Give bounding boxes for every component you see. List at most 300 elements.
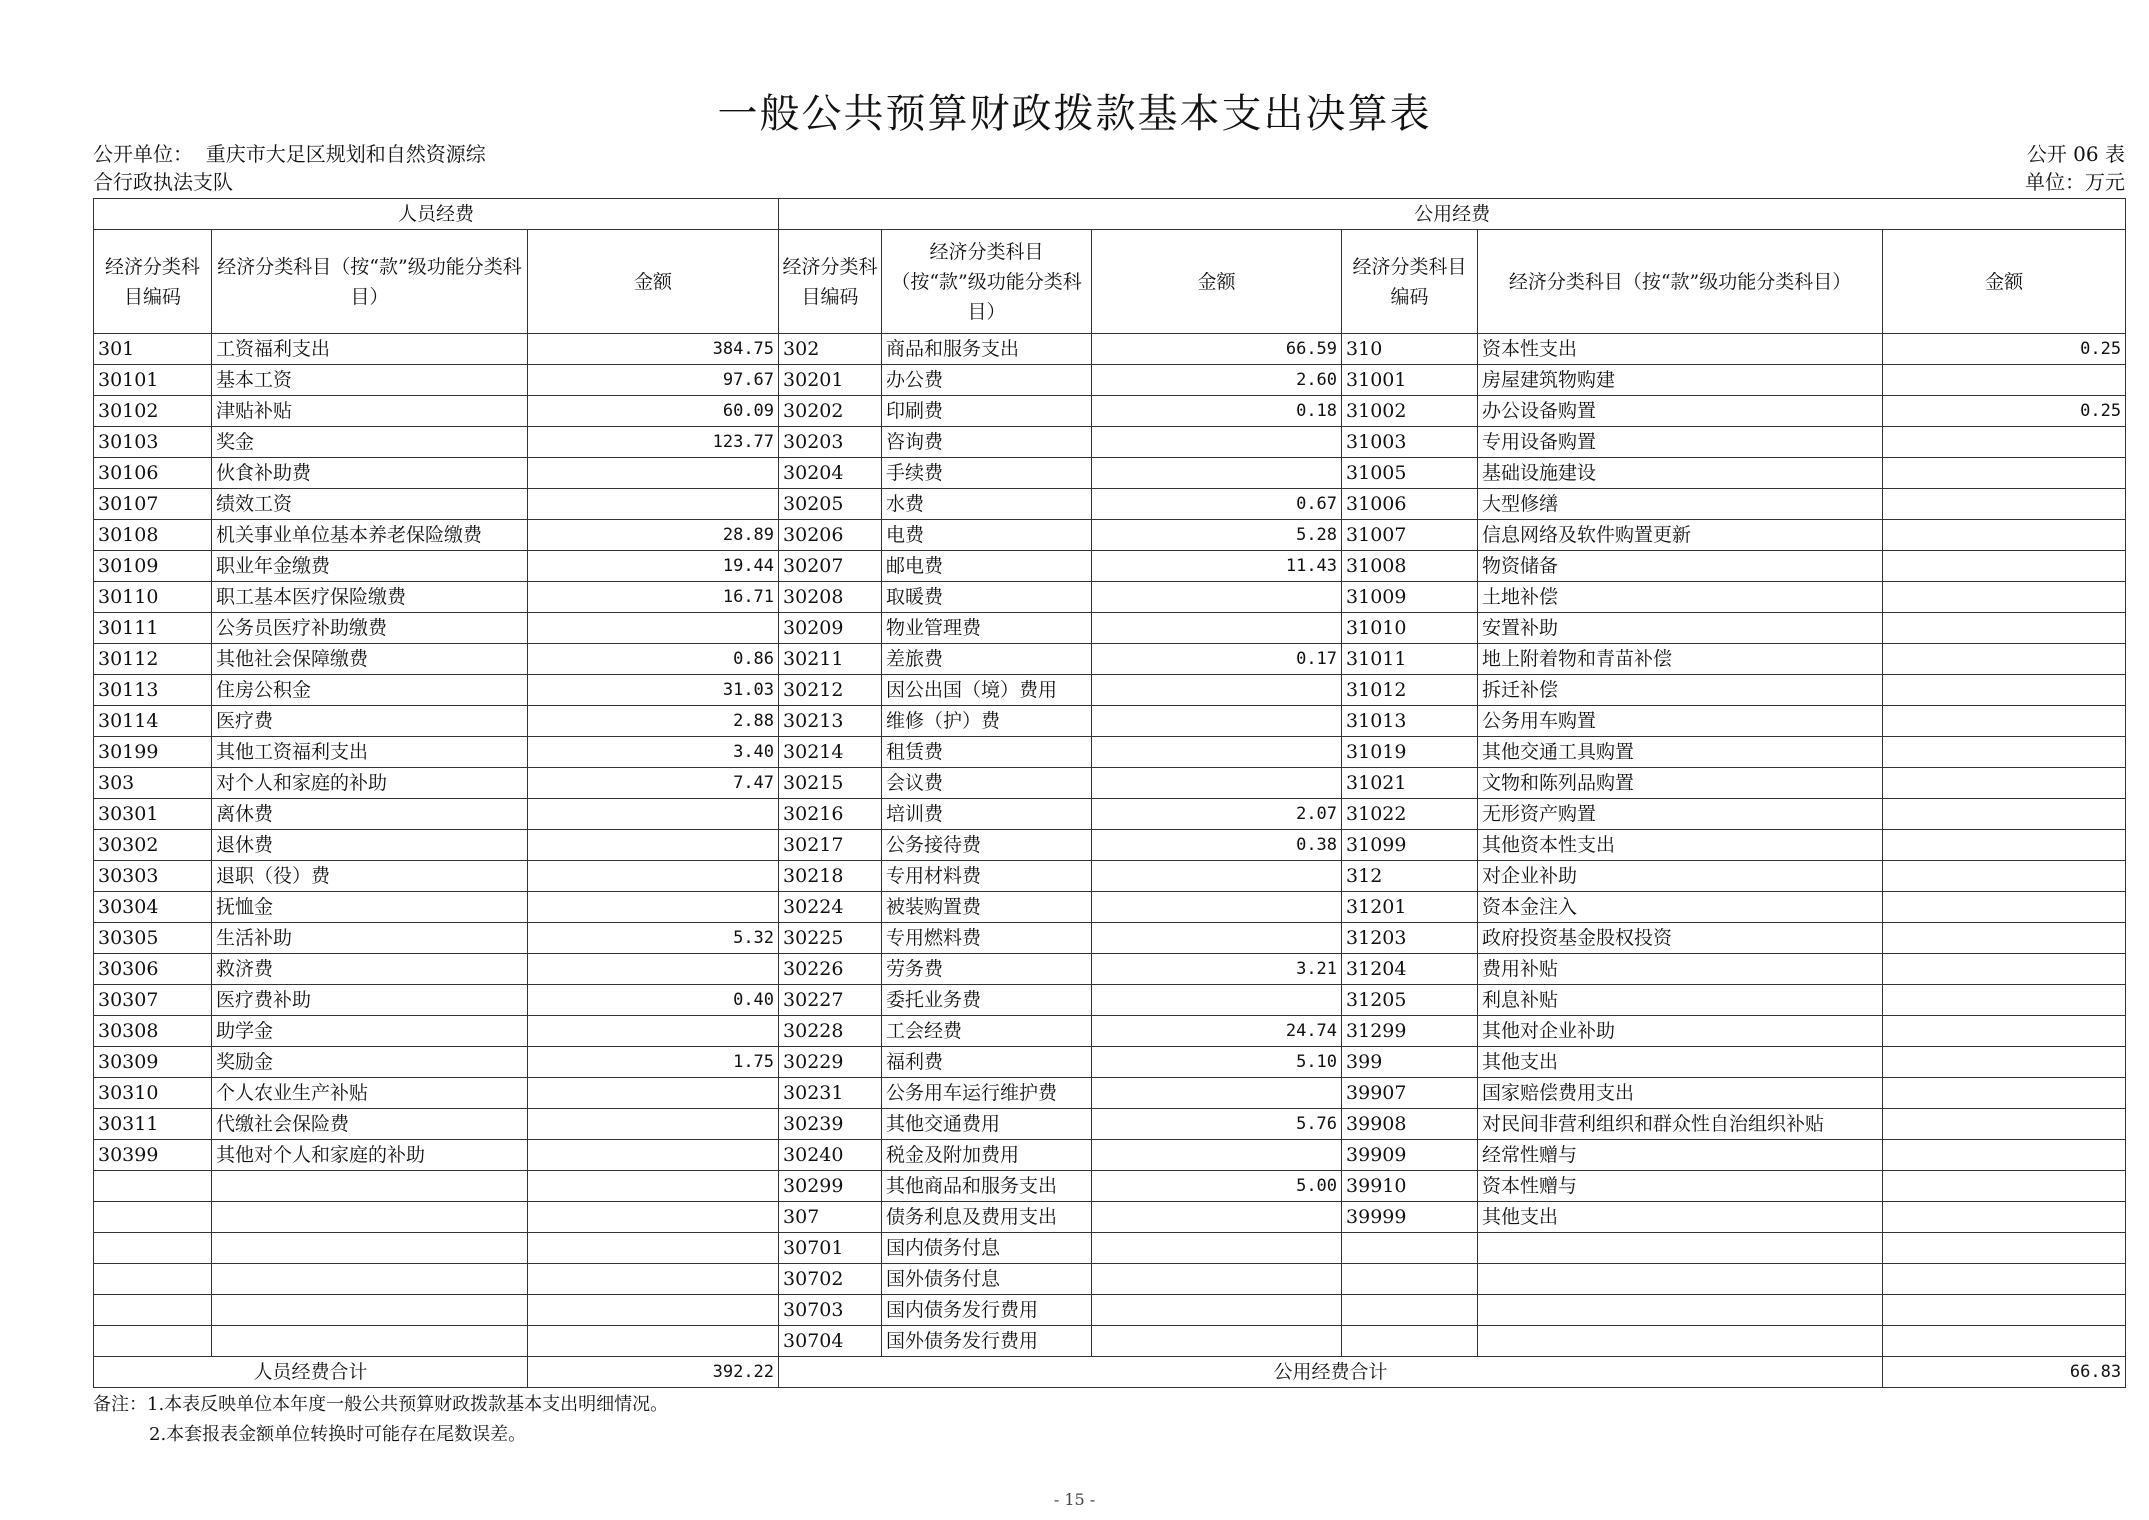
personnel-name-cell: 退休费 bbox=[212, 830, 528, 861]
public-amount-cell: 66.59 bbox=[1092, 334, 1342, 365]
capital-code-cell: 31019 bbox=[1342, 737, 1478, 768]
section-public: 公用经费 bbox=[779, 199, 2126, 230]
table-row bbox=[94, 1264, 2126, 1295]
public-amount-cell bbox=[1092, 582, 1342, 613]
table-row bbox=[94, 644, 2126, 675]
capital-name-cell: 专用设备购置 bbox=[1478, 427, 1883, 458]
public-code-cell: 30702 bbox=[779, 1264, 882, 1295]
personnel-code-cell: 30199 bbox=[94, 737, 212, 768]
capital-name-cell: 费用补贴 bbox=[1478, 954, 1883, 985]
personnel-total-amount: 392.22 bbox=[528, 1357, 779, 1388]
table-row bbox=[94, 1078, 2126, 1109]
capital-name-cell: 安置补助 bbox=[1478, 613, 1883, 644]
public-amount-cell bbox=[1092, 1326, 1342, 1357]
table-row bbox=[94, 706, 2126, 737]
table-row bbox=[94, 1233, 2126, 1264]
personnel-code-cell: 30107 bbox=[94, 489, 212, 520]
header-public-code: 经济分类科目编码 bbox=[779, 230, 882, 334]
capital-name-cell: 利息补贴 bbox=[1478, 985, 1883, 1016]
public-code-cell: 30207 bbox=[779, 551, 882, 582]
public-name-cell: 培训费 bbox=[882, 799, 1092, 830]
public-code-cell: 30225 bbox=[779, 923, 882, 954]
personnel-name-cell: 职工基本医疗保险缴费 bbox=[212, 582, 528, 613]
public-name-cell: 因公出国（境）费用 bbox=[882, 675, 1092, 706]
personnel-name-cell: 代缴社会保险费 bbox=[212, 1109, 528, 1140]
personnel-amount-cell: 19.44 bbox=[528, 551, 779, 582]
personnel-name-cell: 伙食补助费 bbox=[212, 458, 528, 489]
capital-amount-cell bbox=[1883, 861, 2126, 892]
table-row bbox=[94, 768, 2126, 799]
public-name-cell: 其他商品和服务支出 bbox=[882, 1171, 1092, 1202]
capital-name-cell: 其他交通工具购置 bbox=[1478, 737, 1883, 768]
public-name-cell: 其他交通费用 bbox=[882, 1109, 1092, 1140]
personnel-amount-cell bbox=[528, 1295, 779, 1326]
header-public-amount: 金额 bbox=[1092, 230, 1342, 334]
table-row bbox=[94, 1171, 2126, 1202]
table-row bbox=[94, 923, 2126, 954]
capital-name-cell bbox=[1478, 1264, 1883, 1295]
capital-name-cell: 对企业补助 bbox=[1478, 861, 1883, 892]
public-amount-cell: 5.28 bbox=[1092, 520, 1342, 551]
public-amount-cell bbox=[1092, 1140, 1342, 1171]
personnel-code-cell: 30311 bbox=[94, 1109, 212, 1140]
personnel-amount-cell: 97.67 bbox=[528, 365, 779, 396]
capital-name-cell: 其他资本性支出 bbox=[1478, 830, 1883, 861]
personnel-amount-cell: 28.89 bbox=[528, 520, 779, 551]
personnel-amount-cell bbox=[528, 458, 779, 489]
capital-amount-cell bbox=[1883, 768, 2126, 799]
personnel-name-cell: 住房公积金 bbox=[212, 675, 528, 706]
capital-code-cell: 31011 bbox=[1342, 644, 1478, 675]
public-code-cell: 307 bbox=[779, 1202, 882, 1233]
table-row bbox=[94, 613, 2126, 644]
public-code-cell: 30703 bbox=[779, 1295, 882, 1326]
personnel-amount-cell: 0.40 bbox=[528, 985, 779, 1016]
capital-code-cell: 312 bbox=[1342, 861, 1478, 892]
personnel-code-cell: 301 bbox=[94, 334, 212, 365]
public-code-cell: 30229 bbox=[779, 1047, 882, 1078]
public-code-cell: 30226 bbox=[779, 954, 882, 985]
table-row bbox=[94, 365, 2126, 396]
public-code-cell: 30213 bbox=[779, 706, 882, 737]
capital-code-cell: 31006 bbox=[1342, 489, 1478, 520]
table-row bbox=[94, 396, 2126, 427]
public-amount-cell bbox=[1092, 1295, 1342, 1326]
public-code-cell: 30214 bbox=[779, 737, 882, 768]
capital-name-cell: 经常性赠与 bbox=[1478, 1140, 1883, 1171]
table-row bbox=[94, 1109, 2126, 1140]
capital-amount-cell bbox=[1883, 706, 2126, 737]
capital-amount-cell bbox=[1883, 985, 2126, 1016]
public-amount-cell bbox=[1092, 861, 1342, 892]
public-code-cell: 30202 bbox=[779, 396, 882, 427]
capital-code-cell: 31022 bbox=[1342, 799, 1478, 830]
public-amount-cell bbox=[1092, 1264, 1342, 1295]
capital-code-cell bbox=[1342, 1295, 1478, 1326]
public-code-cell: 30216 bbox=[779, 799, 882, 830]
table-row bbox=[94, 1202, 2126, 1233]
personnel-amount-cell bbox=[528, 1264, 779, 1295]
capital-amount-cell bbox=[1883, 1140, 2126, 1171]
public-name-cell: 商品和服务支出 bbox=[882, 334, 1092, 365]
public-code-cell: 30227 bbox=[779, 985, 882, 1016]
public-code-cell: 30215 bbox=[779, 768, 882, 799]
section-header-row bbox=[94, 199, 2126, 230]
capital-amount-cell bbox=[1883, 427, 2126, 458]
public-code-cell: 30203 bbox=[779, 427, 882, 458]
table-row bbox=[94, 458, 2126, 489]
public-name-cell: 税金及附加费用 bbox=[882, 1140, 1092, 1171]
capital-name-cell: 资本性赠与 bbox=[1478, 1171, 1883, 1202]
public-name-cell: 印刷费 bbox=[882, 396, 1092, 427]
table-row bbox=[94, 1140, 2126, 1171]
public-name-cell: 办公费 bbox=[882, 365, 1092, 396]
table-info bbox=[2025, 140, 2125, 196]
personnel-amount-cell bbox=[528, 1233, 779, 1264]
public-code-cell: 302 bbox=[779, 334, 882, 365]
public-amount-cell bbox=[1092, 1078, 1342, 1109]
capital-amount-cell bbox=[1883, 1016, 2126, 1047]
capital-code-cell: 31007 bbox=[1342, 520, 1478, 551]
capital-code-cell: 399 bbox=[1342, 1047, 1478, 1078]
public-code-cell: 30701 bbox=[779, 1233, 882, 1264]
section-personnel: 人员经费 bbox=[94, 199, 779, 230]
personnel-name-cell: 职业年金缴费 bbox=[212, 551, 528, 582]
personnel-amount-cell bbox=[528, 1016, 779, 1047]
public-name-cell: 被装购置费 bbox=[882, 892, 1092, 923]
public-amount-cell: 5.10 bbox=[1092, 1047, 1342, 1078]
table-row bbox=[94, 520, 2126, 551]
public-code-cell: 30208 bbox=[779, 582, 882, 613]
capital-amount-cell bbox=[1883, 1264, 2126, 1295]
header-public-name: 经济分类科目（按“款”级功能分类科目） bbox=[882, 230, 1092, 334]
personnel-name-cell: 机关事业单位基本养老保险缴费 bbox=[212, 520, 528, 551]
capital-name-cell: 房屋建筑物购建 bbox=[1478, 365, 1883, 396]
personnel-code-cell bbox=[94, 1295, 212, 1326]
capital-name-cell: 基础设施建设 bbox=[1478, 458, 1883, 489]
personnel-name-cell: 退职（役）费 bbox=[212, 861, 528, 892]
public-amount-cell: 24.74 bbox=[1092, 1016, 1342, 1047]
public-amount-cell bbox=[1092, 458, 1342, 489]
public-total-amount: 66.83 bbox=[1883, 1357, 2126, 1388]
personnel-amount-cell bbox=[528, 489, 779, 520]
public-amount-cell bbox=[1092, 923, 1342, 954]
currency-unit: 单位：万元 bbox=[2025, 170, 2125, 194]
personnel-code-cell: 30102 bbox=[94, 396, 212, 427]
capital-code-cell: 39910 bbox=[1342, 1171, 1478, 1202]
capital-amount-cell bbox=[1883, 830, 2126, 861]
capital-name-cell: 办公设备购置 bbox=[1478, 396, 1883, 427]
public-name-cell: 国内债务发行费用 bbox=[882, 1295, 1092, 1326]
public-name-cell: 工会经费 bbox=[882, 1016, 1092, 1047]
personnel-code-cell: 30101 bbox=[94, 365, 212, 396]
capital-name-cell: 其他支出 bbox=[1478, 1047, 1883, 1078]
personnel-name-cell bbox=[212, 1295, 528, 1326]
personnel-name-cell: 工资福利支出 bbox=[212, 334, 528, 365]
table-row bbox=[94, 427, 2126, 458]
capital-name-cell: 物资储备 bbox=[1478, 551, 1883, 582]
personnel-code-cell bbox=[94, 1264, 212, 1295]
public-code-cell: 30240 bbox=[779, 1140, 882, 1171]
capital-code-cell: 31299 bbox=[1342, 1016, 1478, 1047]
note-1: 备注：1.本表反映单位本年度一般公共预算财政拨款基本支出明细情况。 bbox=[93, 1394, 669, 1415]
public-amount-cell: 0.67 bbox=[1092, 489, 1342, 520]
capital-name-cell: 大型修缮 bbox=[1478, 489, 1883, 520]
personnel-name-cell: 助学金 bbox=[212, 1016, 528, 1047]
personnel-code-cell: 30302 bbox=[94, 830, 212, 861]
capital-amount-cell bbox=[1883, 458, 2126, 489]
unit-name-line1: 重庆市大足区规划和自然资源综 bbox=[205, 142, 486, 166]
personnel-amount-cell bbox=[528, 799, 779, 830]
personnel-amount-cell: 2.88 bbox=[528, 706, 779, 737]
personnel-amount-cell: 31.03 bbox=[528, 675, 779, 706]
table-row bbox=[94, 582, 2126, 613]
capital-code-cell: 31013 bbox=[1342, 706, 1478, 737]
header-capital-amount: 金额 bbox=[1883, 230, 2126, 334]
capital-amount-cell bbox=[1883, 1109, 2126, 1140]
capital-code-cell: 31001 bbox=[1342, 365, 1478, 396]
personnel-name-cell bbox=[212, 1202, 528, 1233]
capital-amount-cell bbox=[1883, 1202, 2126, 1233]
capital-name-cell: 其他支出 bbox=[1478, 1202, 1883, 1233]
public-name-cell: 租赁费 bbox=[882, 737, 1092, 768]
capital-amount-cell bbox=[1883, 954, 2126, 985]
personnel-code-cell: 30304 bbox=[94, 892, 212, 923]
capital-amount-cell bbox=[1883, 675, 2126, 706]
capital-name-cell: 拆迁补偿 bbox=[1478, 675, 1883, 706]
personnel-amount-cell bbox=[528, 1078, 779, 1109]
capital-amount-cell bbox=[1883, 1171, 2126, 1202]
capital-name-cell: 文物和陈列品购置 bbox=[1478, 768, 1883, 799]
personnel-name-cell: 个人农业生产补贴 bbox=[212, 1078, 528, 1109]
personnel-amount-cell: 7.47 bbox=[528, 768, 779, 799]
capital-code-cell: 31008 bbox=[1342, 551, 1478, 582]
public-code-cell: 30224 bbox=[779, 892, 882, 923]
personnel-code-cell: 30112 bbox=[94, 644, 212, 675]
public-amount-cell bbox=[1092, 737, 1342, 768]
table-row bbox=[94, 1016, 2126, 1047]
personnel-code-cell: 30307 bbox=[94, 985, 212, 1016]
totals-row bbox=[94, 1357, 2126, 1388]
table-row bbox=[94, 799, 2126, 830]
capital-code-cell: 31002 bbox=[1342, 396, 1478, 427]
table-row bbox=[94, 334, 2126, 365]
capital-code-cell bbox=[1342, 1233, 1478, 1264]
public-name-cell: 维修（护）费 bbox=[882, 706, 1092, 737]
personnel-amount-cell bbox=[528, 830, 779, 861]
table-row bbox=[94, 551, 2126, 582]
public-name-cell: 公务用车运行维护费 bbox=[882, 1078, 1092, 1109]
personnel-code-cell: 30106 bbox=[94, 458, 212, 489]
public-code-cell: 30209 bbox=[779, 613, 882, 644]
personnel-code-cell: 30109 bbox=[94, 551, 212, 582]
capital-amount-cell bbox=[1883, 365, 2126, 396]
public-amount-cell: 0.17 bbox=[1092, 644, 1342, 675]
public-amount-cell: 3.21 bbox=[1092, 954, 1342, 985]
capital-amount-cell bbox=[1883, 923, 2126, 954]
personnel-code-cell: 30110 bbox=[94, 582, 212, 613]
expenditure-table bbox=[93, 198, 2126, 1388]
table-row bbox=[94, 737, 2126, 768]
capital-amount-cell bbox=[1883, 613, 2126, 644]
personnel-amount-cell: 123.77 bbox=[528, 427, 779, 458]
public-amount-cell bbox=[1092, 427, 1342, 458]
capital-amount-cell bbox=[1883, 892, 2126, 923]
public-amount-cell bbox=[1092, 706, 1342, 737]
public-amount-cell: 0.38 bbox=[1092, 830, 1342, 861]
table-row bbox=[94, 985, 2126, 1016]
capital-amount-cell: 0.25 bbox=[1883, 334, 2126, 365]
public-code-cell: 30299 bbox=[779, 1171, 882, 1202]
capital-code-cell: 31203 bbox=[1342, 923, 1478, 954]
personnel-code-cell bbox=[94, 1326, 212, 1357]
capital-name-cell: 资本金注入 bbox=[1478, 892, 1883, 923]
personnel-name-cell: 奖励金 bbox=[212, 1047, 528, 1078]
personnel-name-cell: 抚恤金 bbox=[212, 892, 528, 923]
capital-code-cell: 39909 bbox=[1342, 1140, 1478, 1171]
public-name-cell: 福利费 bbox=[882, 1047, 1092, 1078]
table-row bbox=[94, 892, 2126, 923]
personnel-amount-cell bbox=[528, 892, 779, 923]
capital-name-cell: 资本性支出 bbox=[1478, 334, 1883, 365]
personnel-amount-cell: 16.71 bbox=[528, 582, 779, 613]
public-name-cell: 劳务费 bbox=[882, 954, 1092, 985]
capital-amount-cell bbox=[1883, 489, 2126, 520]
public-code-cell: 30205 bbox=[779, 489, 882, 520]
public-amount-cell bbox=[1092, 613, 1342, 644]
public-code-cell: 30212 bbox=[779, 675, 882, 706]
capital-amount-cell bbox=[1883, 644, 2126, 675]
personnel-code-cell: 30308 bbox=[94, 1016, 212, 1047]
personnel-code-cell: 30306 bbox=[94, 954, 212, 985]
personnel-amount-cell bbox=[528, 861, 779, 892]
capital-amount-cell bbox=[1883, 1078, 2126, 1109]
capital-code-cell: 31012 bbox=[1342, 675, 1478, 706]
public-amount-cell bbox=[1092, 675, 1342, 706]
personnel-code-cell bbox=[94, 1233, 212, 1264]
table-number: 公开 06 表 bbox=[2026, 142, 2125, 166]
public-name-cell: 会议费 bbox=[882, 768, 1092, 799]
public-amount-cell bbox=[1092, 1202, 1342, 1233]
header-personnel-name: 经济分类科目（按“款”级功能分类科目） bbox=[212, 230, 528, 334]
capital-name-cell: 政府投资基金股权投资 bbox=[1478, 923, 1883, 954]
capital-code-cell: 31010 bbox=[1342, 613, 1478, 644]
personnel-name-cell bbox=[212, 1171, 528, 1202]
public-amount-cell: 11.43 bbox=[1092, 551, 1342, 582]
page-number: - 15 - bbox=[1053, 1490, 1096, 1509]
personnel-code-cell: 30103 bbox=[94, 427, 212, 458]
personnel-amount-cell bbox=[528, 954, 779, 985]
personnel-code-cell bbox=[94, 1202, 212, 1233]
capital-name-cell: 地上附着物和青苗补偿 bbox=[1478, 644, 1883, 675]
personnel-name-cell: 对个人和家庭的补助 bbox=[212, 768, 528, 799]
public-code-cell: 30211 bbox=[779, 644, 882, 675]
public-name-cell: 专用材料费 bbox=[882, 861, 1092, 892]
capital-name-cell: 其他对企业补助 bbox=[1478, 1016, 1883, 1047]
table-row bbox=[94, 954, 2126, 985]
header-capital-name: 经济分类科目（按“款”级功能分类科目） bbox=[1478, 230, 1883, 334]
table-row bbox=[94, 1295, 2126, 1326]
personnel-amount-cell bbox=[528, 1171, 779, 1202]
personnel-amount-cell: 384.75 bbox=[528, 334, 779, 365]
public-amount-cell bbox=[1092, 768, 1342, 799]
public-name-cell: 国外债务付息 bbox=[882, 1264, 1092, 1295]
capital-code-cell: 31201 bbox=[1342, 892, 1478, 923]
personnel-amount-cell: 60.09 bbox=[528, 396, 779, 427]
personnel-name-cell bbox=[212, 1233, 528, 1264]
capital-name-cell: 公务用车购置 bbox=[1478, 706, 1883, 737]
personnel-name-cell: 生活补助 bbox=[212, 923, 528, 954]
personnel-code-cell: 303 bbox=[94, 768, 212, 799]
capital-name-cell: 国家赔偿费用支出 bbox=[1478, 1078, 1883, 1109]
capital-amount-cell bbox=[1883, 737, 2126, 768]
personnel-code-cell: 30303 bbox=[94, 861, 212, 892]
capital-name-cell bbox=[1478, 1233, 1883, 1264]
public-name-cell: 国内债务付息 bbox=[882, 1233, 1092, 1264]
capital-code-cell bbox=[1342, 1264, 1478, 1295]
personnel-code-cell: 30113 bbox=[94, 675, 212, 706]
capital-amount-cell bbox=[1883, 1233, 2126, 1264]
capital-name-cell: 信息网络及软件购置更新 bbox=[1478, 520, 1883, 551]
public-code-cell: 30218 bbox=[779, 861, 882, 892]
public-code-cell: 30239 bbox=[779, 1109, 882, 1140]
personnel-amount-cell bbox=[528, 613, 779, 644]
personnel-name-cell: 离休费 bbox=[212, 799, 528, 830]
public-name-cell: 委托业务费 bbox=[882, 985, 1092, 1016]
note-2: 2.本套报表金额单位转换时可能存在尾数误差。 bbox=[149, 1424, 527, 1445]
notes bbox=[93, 1390, 668, 1450]
capital-amount-cell bbox=[1883, 799, 2126, 830]
capital-code-cell: 31021 bbox=[1342, 768, 1478, 799]
public-name-cell: 国外债务发行费用 bbox=[882, 1326, 1092, 1357]
table-row bbox=[94, 1326, 2126, 1357]
public-total-label: 公用经费合计 bbox=[779, 1357, 1883, 1388]
header-capital-code: 经济分类科目编码 bbox=[1342, 230, 1478, 334]
personnel-name-cell: 绩效工资 bbox=[212, 489, 528, 520]
personnel-code-cell: 30305 bbox=[94, 923, 212, 954]
personnel-name-cell: 其他社会保障缴费 bbox=[212, 644, 528, 675]
personnel-total-label: 人员经费合计 bbox=[94, 1357, 528, 1388]
capital-amount-cell bbox=[1883, 1326, 2126, 1357]
personnel-amount-cell bbox=[528, 1140, 779, 1171]
capital-code-cell: 31205 bbox=[1342, 985, 1478, 1016]
personnel-amount-cell bbox=[528, 1109, 779, 1140]
capital-name-cell: 无形资产购置 bbox=[1478, 799, 1883, 830]
personnel-name-cell: 医疗费补助 bbox=[212, 985, 528, 1016]
table-row bbox=[94, 1047, 2126, 1078]
public-code-cell: 30217 bbox=[779, 830, 882, 861]
table-row bbox=[94, 489, 2126, 520]
page-title: 一般公共预算财政拨款基本支出决算表 bbox=[717, 91, 1432, 137]
capital-amount-cell: 0.25 bbox=[1883, 396, 2126, 427]
personnel-code-cell: 30111 bbox=[94, 613, 212, 644]
capital-name-cell: 土地补偿 bbox=[1478, 582, 1883, 613]
personnel-name-cell bbox=[212, 1326, 528, 1357]
capital-code-cell: 39999 bbox=[1342, 1202, 1478, 1233]
personnel-amount-cell: 1.75 bbox=[528, 1047, 779, 1078]
capital-amount-cell bbox=[1883, 551, 2126, 582]
capital-code-cell: 31099 bbox=[1342, 830, 1478, 861]
public-name-cell: 水费 bbox=[882, 489, 1092, 520]
public-name-cell: 邮电费 bbox=[882, 551, 1092, 582]
capital-amount-cell bbox=[1883, 520, 2126, 551]
public-name-cell: 债务利息及费用支出 bbox=[882, 1202, 1092, 1233]
column-header-row bbox=[94, 230, 2126, 334]
capital-code-cell bbox=[1342, 1326, 1478, 1357]
public-amount-cell bbox=[1092, 985, 1342, 1016]
public-name-cell: 差旅费 bbox=[882, 644, 1092, 675]
capital-amount-cell bbox=[1883, 1295, 2126, 1326]
